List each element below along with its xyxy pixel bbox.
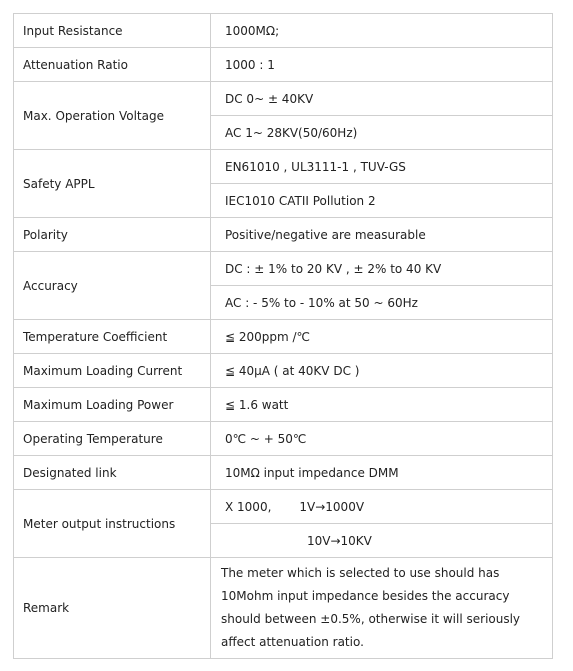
row-value: IEC1010 CATII Pollution 2 (211, 184, 553, 218)
row-label: Safety APPL (14, 150, 211, 218)
row-value: ≦ 1.6 watt (211, 388, 553, 422)
table-row (14, 354, 553, 388)
row-value (211, 490, 553, 524)
table-row (14, 456, 553, 490)
table-row (14, 252, 553, 286)
row-value: AC : - 5% to - 10% at 50 ~ 60Hz (211, 286, 553, 320)
row-label: Attenuation Ratio (14, 48, 211, 82)
row-value: Positive/negative are measurable (211, 218, 553, 252)
row-label: Accuracy (14, 252, 211, 320)
row-value: 10V→10KV (211, 524, 553, 558)
row-label: Remark (14, 558, 211, 659)
remark-text: The meter which is selected to use should has 10Mohm input impedance besides the accuracy should between ±0.5%, otherwise it will seriously affect attenuation ratio. (211, 558, 553, 659)
table-row (14, 48, 553, 82)
table-row (14, 388, 553, 422)
table-row (14, 82, 553, 116)
row-value: ≦ 200ppm /℃ (211, 320, 553, 354)
row-value: DC : ± 1% to 20 KV , ± 2% to 40 KV (211, 252, 553, 286)
row-value: DC 0~ ± 40KV (211, 82, 553, 116)
row-label: Maximum Loading Power (14, 388, 211, 422)
table-row (14, 218, 553, 252)
row-value: 1000 : 1 (211, 48, 553, 82)
mapping-text: 1V→1000V (299, 499, 365, 514)
table-row (14, 150, 553, 184)
row-value: 0℃ ~ + 50℃ (211, 422, 553, 456)
specification-table (13, 13, 553, 659)
table-row (14, 422, 553, 456)
table-row (14, 320, 553, 354)
table-row (14, 558, 553, 659)
multiplier-text: X 1000, (225, 499, 272, 514)
row-label: Temperature Coefficient (14, 320, 211, 354)
row-label: Meter output instructions (14, 490, 211, 558)
row-label: Input Resistance (14, 14, 211, 48)
row-label: Maximum Loading Current (14, 354, 211, 388)
table-row (14, 490, 553, 524)
row-label: Operating Temperature (14, 422, 211, 456)
row-label: Polarity (14, 218, 211, 252)
row-label: Designated link (14, 456, 211, 490)
row-value: 1000MΩ; (211, 14, 553, 48)
row-value: AC 1~ 28KV(50/60Hz) (211, 116, 553, 150)
row-value: 10MΩ input impedance DMM (211, 456, 553, 490)
table-row (14, 14, 553, 48)
row-label: Max. Operation Voltage (14, 82, 211, 150)
row-value: ≦ 40μA ( at 40KV DC ) (211, 354, 553, 388)
row-value: EN61010 , UL3111-1 , TUV-GS (211, 150, 553, 184)
